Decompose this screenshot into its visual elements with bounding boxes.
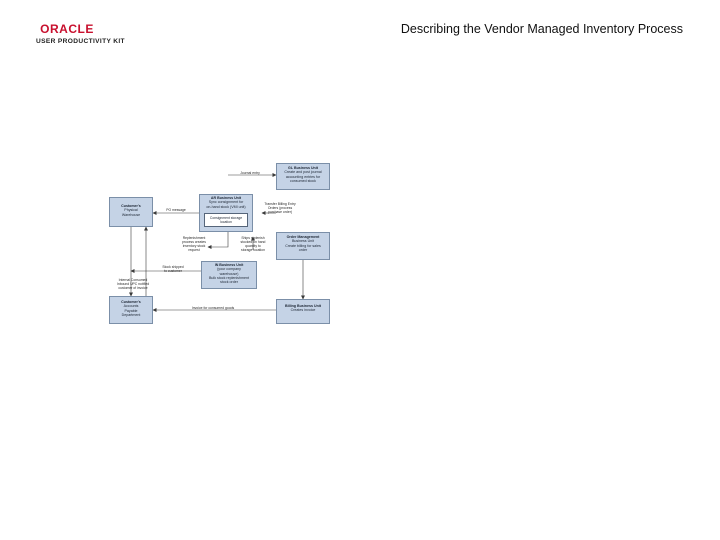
order-mgmt-desc-3: order	[298, 247, 308, 252]
customer-ap-desc-3: Department	[121, 312, 141, 317]
ar-unit-desc-1: Sync consignment for	[208, 200, 244, 205]
customer-ap-title: Customer's	[121, 300, 141, 304]
slide-title: Describing the Vendor Managed Inventory Process	[400, 22, 683, 36]
billing-unit-desc-1: Creates invoice	[290, 308, 316, 313]
label-ships-replenish	[237, 236, 269, 252]
label-invoice-consumed	[183, 306, 243, 310]
customer-ap-desc-1: Accounts	[123, 304, 139, 309]
label-internal-consumed	[111, 278, 155, 290]
billing-business-unit-box	[276, 299, 330, 324]
label-5-line-4: storage location	[241, 248, 265, 252]
customer-ap-desc-2: Payable	[124, 308, 138, 313]
vmi-process-diagram	[105, 158, 335, 328]
label-5-line-1: Ships replenish	[241, 236, 265, 240]
label-replenishment	[179, 236, 209, 252]
label-po-message	[157, 208, 195, 212]
customer-accounts-payable-box	[109, 296, 153, 324]
label-5-line-3: quantity to	[245, 244, 261, 248]
ar-unit-desc-2: on-hand stock (VMI unit)	[206, 204, 246, 209]
ar-inner-line-1: Consignment storage	[209, 216, 243, 220]
label-2-line-3: purchase order)	[268, 210, 292, 214]
label-2-line-1: Transfer Billing Entry	[264, 202, 296, 206]
consignment-storage-location-box	[204, 213, 248, 227]
customer-warehouse-desc-2: Warehouse	[121, 212, 141, 217]
label-6-line-2: to customer	[164, 269, 182, 273]
arrow-replenishment-request	[208, 232, 228, 247]
order-mgmt-title: Order Management	[286, 235, 320, 239]
ar-unit-title: AR Business Unit	[210, 196, 242, 200]
gl-unit-desc-3: consumed stock	[290, 178, 316, 183]
customer-warehouse-title: Customer's	[121, 204, 141, 208]
label-1-line-1: Journal entry	[240, 171, 260, 175]
oracle-upk-logo	[36, 22, 128, 48]
label-7-line-1: Internal Consumed	[118, 278, 148, 282]
oracle-logo-wordmark: ORACLE	[40, 22, 94, 36]
gl-unit-desc-2: accounting entries for	[285, 174, 321, 179]
label-7-line-2: Inbound UPC notified	[116, 282, 150, 286]
label-5-line-2: stocked on hand	[240, 240, 266, 244]
in-unit-desc-1: (your company	[217, 267, 241, 272]
label-8-line-1: Invoice for consumed goods	[191, 306, 235, 310]
ar-business-unit-box	[199, 194, 253, 232]
order-mgmt-desc-2: Create billing for sales	[285, 243, 321, 248]
in-unit-desc-3: Bulk stock replenishment	[209, 275, 249, 280]
order-mgmt-desc-1: Business Unit	[292, 239, 314, 244]
label-7-line-3: customer of invoice	[118, 286, 148, 290]
in-business-unit-box	[201, 261, 257, 289]
label-journal-entry	[228, 171, 272, 175]
gl-unit-title: GL Business Unit	[288, 166, 318, 170]
label-transfer-billing	[261, 202, 299, 214]
order-management-box	[276, 232, 330, 260]
in-unit-desc-4: stock order	[220, 280, 238, 285]
logo-subtitle: USER PRODUCTIVITY KIT	[36, 38, 125, 45]
ar-inner-line-2: location	[220, 220, 232, 224]
gl-business-unit-box	[276, 163, 330, 190]
label-4-line-4: request	[188, 248, 200, 252]
gl-unit-desc-1: Create and post journal	[284, 170, 322, 175]
label-4-line-2: process creates	[182, 240, 206, 244]
customer-warehouse-desc-1: Physical	[124, 208, 138, 213]
label-4-line-1: Replenishment	[182, 236, 206, 240]
label-4-line-3: inventory stock	[182, 244, 206, 248]
billing-unit-title: Billing Business Unit	[285, 304, 321, 308]
label-3-line-1: PO message	[166, 208, 186, 212]
in-unit-desc-2: warehouse)	[219, 271, 239, 276]
in-unit-title: IN Business Unit	[214, 263, 244, 267]
label-stock-shipped	[155, 265, 191, 273]
customer-warehouse-box	[109, 197, 153, 227]
label-2-line-2: Orders (process	[267, 206, 293, 210]
label-6-line-1: Stock shipped	[162, 265, 184, 269]
